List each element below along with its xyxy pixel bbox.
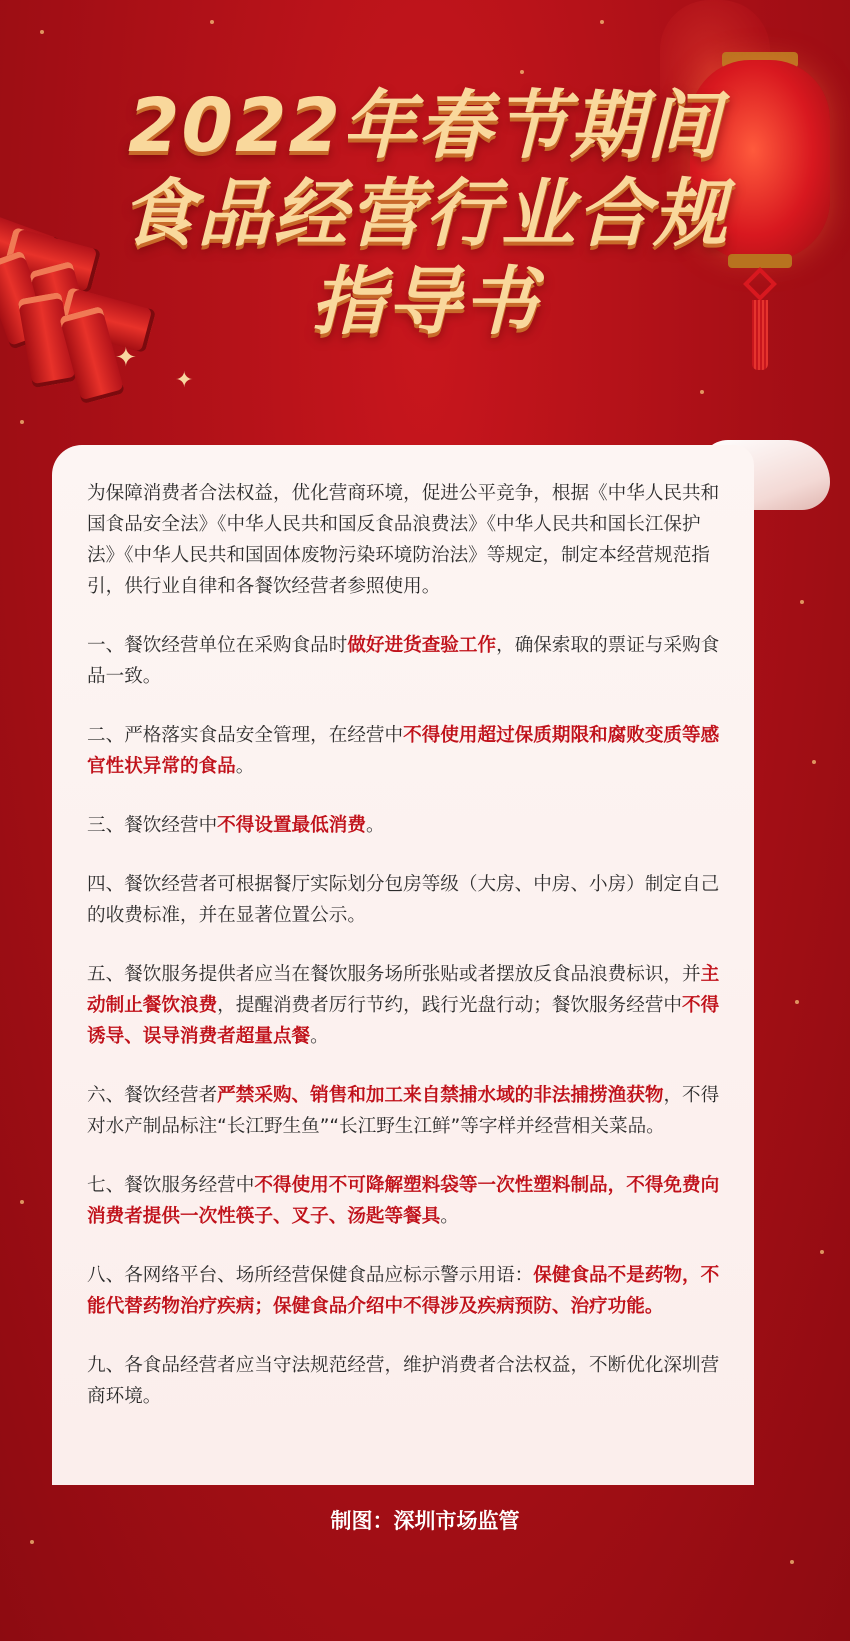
highlighted-text: 做好进货查验工作 — [347, 635, 497, 656]
guideline-item — [87, 1260, 727, 1322]
guideline-item — [87, 1080, 727, 1142]
highlighted-text: 不得使用超过保质期限和腐败变质等感官性状异常的食品 — [87, 725, 720, 777]
highlighted-text: 不得诱导、误导消费者超量点餐 — [87, 995, 720, 1047]
guideline-item — [87, 1350, 727, 1412]
footer-credit: 制图：深圳市场监管 — [330, 1509, 520, 1533]
intro-paragraph: 为保障消费者合法权益，优化营商环境，促进公平竞争，根据《中华人民共和国食品安全法》《中华人民共和国反食品浪费法》《中华人民共和国长江保护法》《中华人民共和国固体废物污染环境防治法》等规定，制定本经营规范指引，供行业自律和各餐饮经营者参照使用。 — [87, 483, 720, 597]
item-text: 五、餐饮服务提供者应当在餐饮服务场所张贴或者摆放反食品浪费标识，并 — [87, 964, 701, 985]
item-text: 一、餐饮经营单位在采购食品时 — [87, 635, 348, 656]
item-text: 九、各食品经营者应当守法规范经营，维护消费者合法权益，不断优化深圳营商环境。 — [87, 1355, 720, 1407]
item-text: 七、餐饮服务经营中 — [87, 1175, 255, 1196]
guideline-item — [87, 869, 727, 931]
document-body — [87, 478, 727, 1440]
title-line-3: 指导书 — [311, 259, 539, 345]
title-line-1: 2022年春节期间 — [128, 83, 722, 169]
guideline-item — [87, 959, 727, 1052]
guideline-item — [87, 1170, 727, 1232]
item-text: 。 — [235, 756, 255, 777]
sparkle-star-icon: ✦ — [175, 368, 194, 393]
item-text: 三、餐饮经营中 — [87, 815, 218, 836]
page-title — [0, 82, 850, 346]
item-text: 四、餐饮经营者可根据餐厅实际划分包房等级（大房、中房、小房）制定自己的收费标准，并在显著位置公示。 — [87, 874, 720, 926]
title-line-2: 食品经营行业合规 — [121, 171, 729, 257]
highlighted-text: 保健食品不是药物，不能代替药物治疗疾病；保健食品介绍中不得涉及疾病预防、治疗功能。 — [87, 1265, 720, 1317]
highlighted-text: 主动制止餐饮浪费 — [87, 964, 720, 1016]
item-text: 。 — [365, 815, 385, 836]
item-text: 二、严格落实食品安全管理，在经营中 — [87, 725, 404, 746]
guideline-item — [87, 810, 727, 841]
highlighted-text: 不得使用不可降解塑料袋等一次性塑料制品，不得免费向消费者提供一次性筷子、叉子、汤匙等餐具 — [87, 1175, 720, 1227]
item-text: 。 — [310, 1026, 329, 1047]
highlighted-text: 严禁采购、销售和加工来自禁捕水域的非法捕捞渔获物 — [217, 1085, 664, 1106]
item-text: ，确保索取的票证与采购食品一致。 — [87, 635, 720, 687]
guideline-item — [87, 720, 727, 782]
guideline-item — [87, 630, 727, 692]
item-text: 。 — [440, 1206, 459, 1227]
sparkle-star-icon: ✦ — [115, 343, 137, 373]
highlighted-text: 不得设置最低消费 — [217, 815, 366, 836]
item-text: 六、餐饮经营者 — [87, 1085, 218, 1106]
guideline-list — [87, 630, 727, 1412]
item-text: ，提醒消费者厉行节约，践行光盘行动；餐饮服务经营中 — [217, 995, 683, 1016]
item-text: 八、各网络平台、场所经营保健食品应标示警示用语： — [87, 1265, 534, 1286]
item-text: ，不得对水产制品标注“长江野生鱼”“长江野生江鲜”等字样并经营相关菜品。 — [87, 1085, 720, 1137]
